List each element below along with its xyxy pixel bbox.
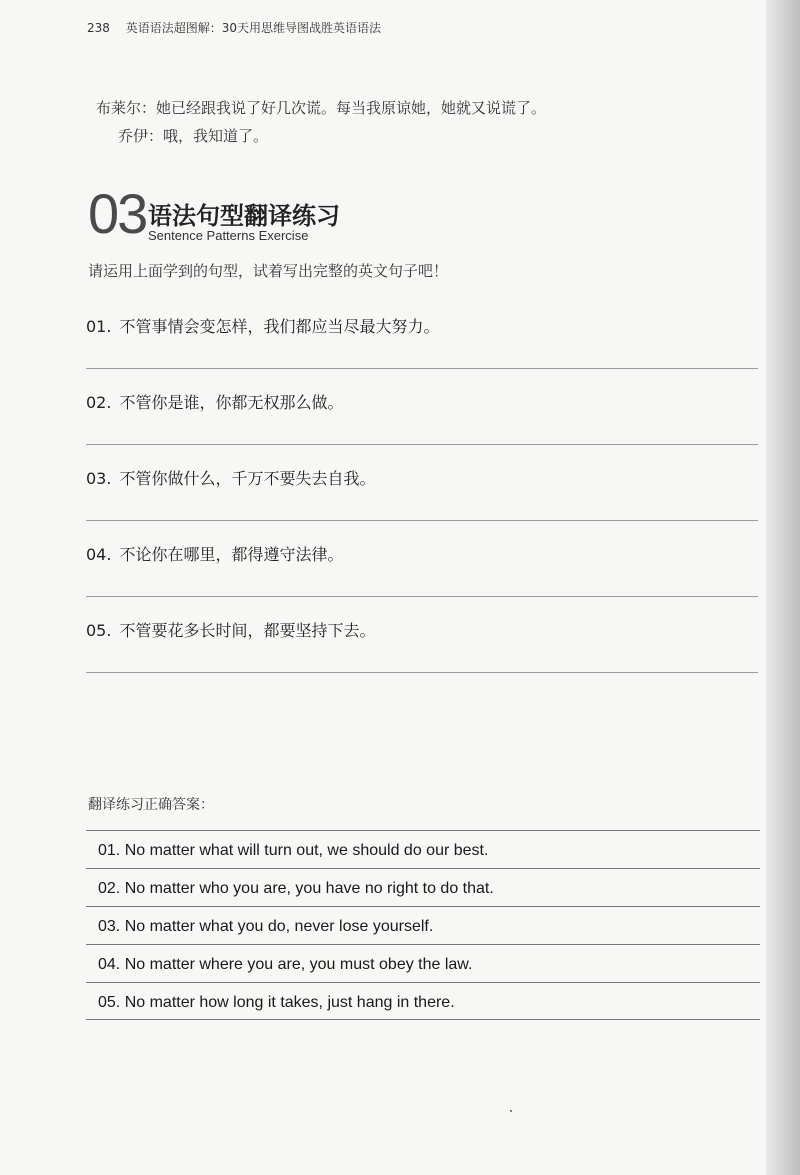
exercise-item <box>86 466 758 489</box>
exercise-number: 03. <box>86 469 112 488</box>
answer-row: 02. No matter who you are, you have no right to do that. <box>86 868 760 906</box>
section-number: 03 <box>88 182 147 245</box>
exercise-prompt: 不管你是谁，你都无权那么做。 <box>119 393 344 412</box>
running-header <box>87 19 381 36</box>
answer-line[interactable] <box>86 444 758 445</box>
dialogue-line: 布莱尔：她已经跟我说了好几次谎。每当我原谅她，她就又说谎了。 <box>96 99 547 117</box>
answer-row: 01. No matter what will turn out, we should do our best. <box>86 830 760 868</box>
exercise-prompt: 不管你做什么，千万不要失去自我。 <box>119 469 376 488</box>
exercise-item <box>86 618 758 641</box>
print-speck <box>510 1110 512 1112</box>
answers-table <box>86 830 760 1020</box>
exercise-prompt: 不管要花多长时间，都要坚持下去。 <box>119 621 376 640</box>
exercise-item <box>86 314 758 337</box>
exercise-number: 02. <box>86 393 112 412</box>
answer-line[interactable] <box>86 368 758 369</box>
exercise-number: 01. <box>86 317 112 336</box>
dialogue <box>96 94 546 150</box>
answer-line[interactable] <box>86 672 758 673</box>
answer-line[interactable] <box>86 520 758 521</box>
answers-title: 翻译练习正确答案： <box>88 797 214 813</box>
exercise-number: 05. <box>86 621 112 640</box>
answer-row: 04. No matter where you are, you must obey the law. <box>86 944 760 982</box>
page-edge-shadow <box>766 0 800 1175</box>
exercise-number: 04. <box>86 545 112 564</box>
exercise-prompt: 不管事情会变怎样，我们都应当尽最大努力。 <box>119 317 440 336</box>
answer-row: 05. No matter how long it takes, just hang in there. <box>86 982 760 1020</box>
answer-line[interactable] <box>86 596 758 597</box>
book-title: 英语语法超图解：30天用思维导图战胜英语语法 <box>125 21 382 35</box>
answer-row: 03. No matter what you do, never lose yourself. <box>86 906 760 944</box>
exercise-prompt: 不论你在哪里，都得遵守法律。 <box>119 545 344 564</box>
instruction-text: 请运用上面学到的句型，试着写出完整的英文句子吧！ <box>88 262 449 280</box>
section-title: 语法句型翻译练习 <box>148 202 340 230</box>
section-subtitle: Sentence Patterns Exercise <box>148 228 309 243</box>
exercise-item <box>86 390 758 413</box>
exercise-item <box>86 542 758 565</box>
page-number: 238 <box>87 21 110 35</box>
dialogue-line: 乔伊：哦，我知道了。 <box>118 127 269 145</box>
